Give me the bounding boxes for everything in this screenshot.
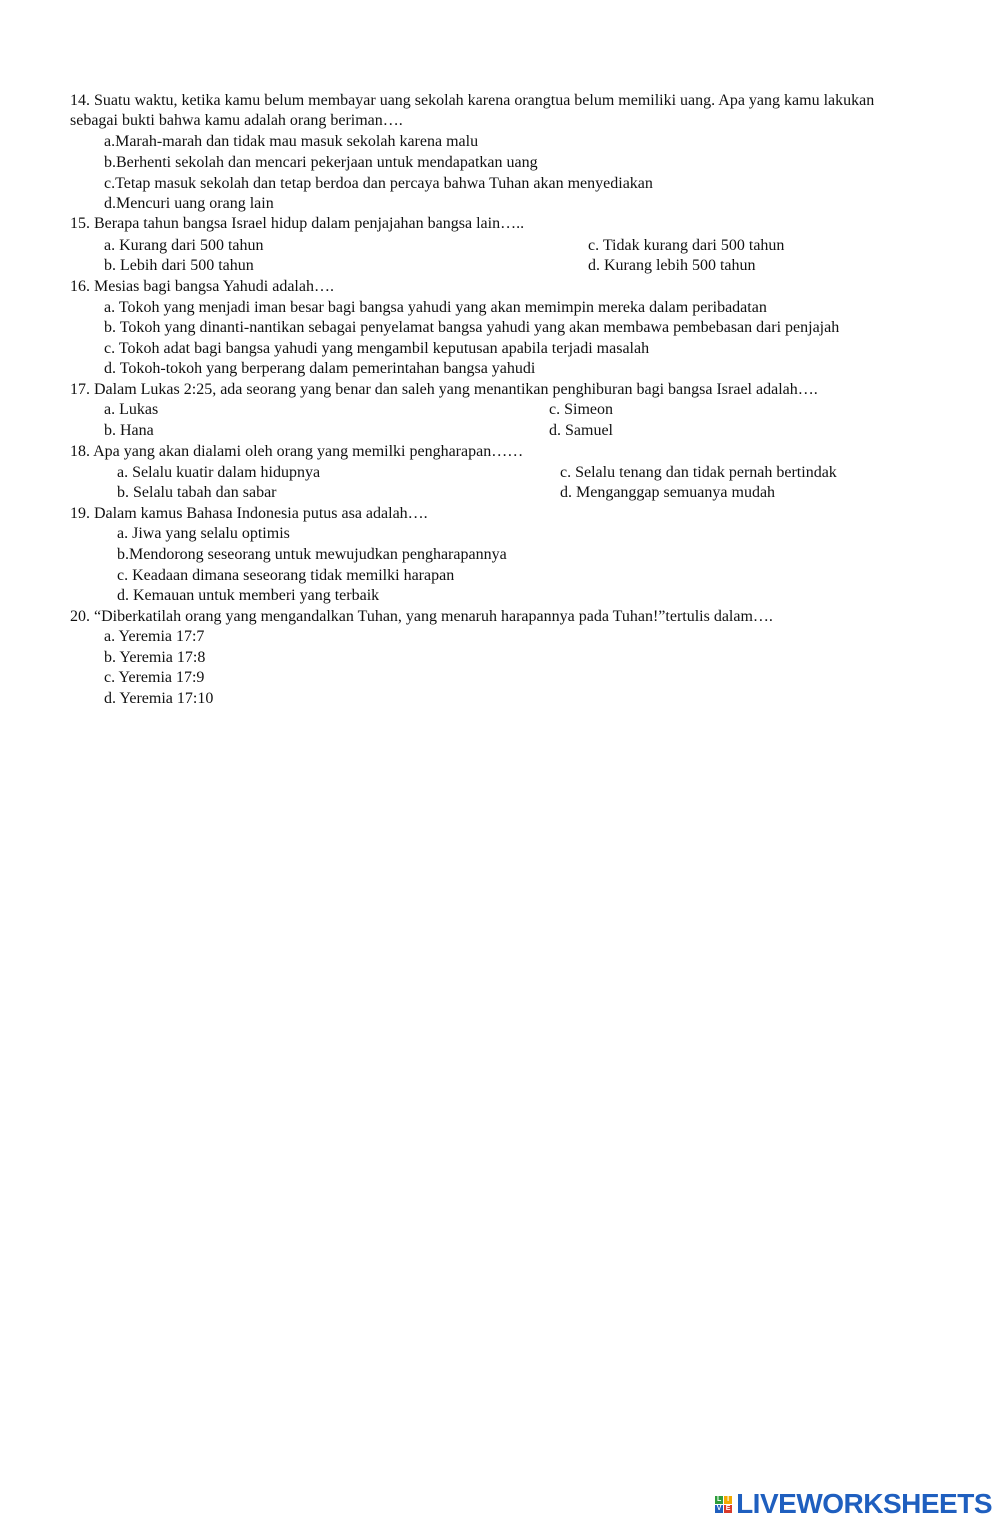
liveworksheets-logo-icon xyxy=(715,1496,732,1513)
question-14-option-b[interactable]: b.Berhenti sekolah dan mencari pekerjaan untuk mendapatkan uang xyxy=(104,154,538,171)
question-20-text: 20. “Diberkatilah orang yang mengandalkan Tuhan, yang menaruh harapannya pada Tuhan!”tertulis dalam…. xyxy=(70,608,773,625)
question-17-option-a[interactable]: a. Lukas xyxy=(104,401,159,418)
liveworksheets-logo-text: LIVEWORKSHEETS xyxy=(736,1488,992,1519)
question-16-option-d[interactable]: d. Tokoh-tokoh yang berperang dalam pemerintahan bangsa yahudi xyxy=(104,360,536,377)
question-14-option-c[interactable]: c.Tetap masuk sekolah dan tetap berdoa dan percaya bahwa Tuhan akan menyediakan xyxy=(104,175,653,192)
liveworksheets-logo xyxy=(715,1488,992,1519)
question-19-text: 19. Dalam kamus Bahasa Indonesia putus asa adalah…. xyxy=(70,505,428,522)
logo-letter-i: I xyxy=(724,1496,732,1504)
question-15-option-b[interactable]: b. Lebih dari 500 tahun xyxy=(104,257,254,274)
question-17-option-b[interactable]: b. Hana xyxy=(104,422,154,439)
question-16-option-c[interactable]: c. Tokoh adat bagi bangsa yahudi yang mengambil keputusan apabila terjadi masalah xyxy=(104,340,650,357)
question-14-option-d[interactable]: d.Mencuri uang orang lain xyxy=(104,195,274,212)
question-20-option-c[interactable]: c. Yeremia 17:9 xyxy=(104,669,205,686)
question-17-option-d[interactable]: d. Samuel xyxy=(549,422,613,439)
question-15-option-c[interactable]: c. Tidak kurang dari 500 tahun xyxy=(588,237,785,254)
question-18-option-a[interactable]: a. Selalu kuatir dalam hidupnya xyxy=(117,464,321,481)
question-19-option-c[interactable]: c. Keadaan dimana seseorang tidak memilki harapan xyxy=(117,567,455,584)
question-18-text: 18. Apa yang akan dialami oleh orang yang memilki pengharapan…… xyxy=(70,443,524,460)
question-15-option-d[interactable]: d. Kurang lebih 500 tahun xyxy=(588,257,756,274)
question-14-option-a[interactable]: a.Marah-marah dan tidak mau masuk sekolah karena malu xyxy=(104,133,479,150)
question-16-option-a[interactable]: a. Tokoh yang menjadi iman besar bagi bangsa yahudi yang akan memimpin mereka dalam peribadatan xyxy=(104,299,767,316)
question-15-option-a[interactable]: a. Kurang dari 500 tahun xyxy=(104,237,264,254)
question-18-option-c[interactable]: c. Selalu tenang dan tidak pernah bertindak xyxy=(560,464,837,481)
question-20-option-d[interactable]: d. Yeremia 17:10 xyxy=(104,690,214,707)
question-15-text: 15. Berapa tahun bangsa Israel hidup dalam penjajahan bangsa lain….. xyxy=(70,215,525,232)
question-20-option-b[interactable]: b. Yeremia 17:8 xyxy=(104,649,206,666)
question-17-option-c[interactable]: c. Simeon xyxy=(549,401,613,418)
question-19-option-b[interactable]: b.Mendorong seseorang untuk mewujudkan pengharapannya xyxy=(117,546,507,563)
question-19-option-d[interactable]: d. Kemauan untuk memberi yang terbaik xyxy=(117,587,380,604)
logo-letter-l: L xyxy=(716,1495,722,1503)
question-16-option-b[interactable]: b. Tokoh yang dinanti-nantikan sebagai penyelamat bangsa yahudi yang akan membawa pembebasan dari penjajah xyxy=(104,319,840,336)
question-16-text: 16. Mesias bagi bangsa Yahudi adalah…. xyxy=(70,278,334,295)
logo-letter-v: V xyxy=(716,1504,722,1512)
question-20-option-a[interactable]: a. Yeremia 17:7 xyxy=(104,628,205,645)
question-17-text: 17. Dalam Lukas 2:25, ada seorang yang benar dan saleh yang menantikan penghiburan bagi bangsa Israel adalah…. xyxy=(70,381,818,398)
question-19-option-a[interactable]: a. Jiwa yang selalu optimis xyxy=(117,525,290,542)
question-18-option-d[interactable]: d. Menganggap semuanya mudah xyxy=(560,484,776,501)
question-14-text-line1: 14. Suatu waktu, ketika kamu belum membayar uang sekolah karena orangtua belum memiliki uang. Apa yang kamu lakukan xyxy=(70,92,875,109)
question-18-option-b[interactable]: b. Selalu tabah dan sabar xyxy=(117,484,277,501)
logo-letter-e: E xyxy=(725,1504,731,1512)
question-14-text-line2: sebagai bukti bahwa kamu adalah orang beriman…. xyxy=(70,112,403,129)
